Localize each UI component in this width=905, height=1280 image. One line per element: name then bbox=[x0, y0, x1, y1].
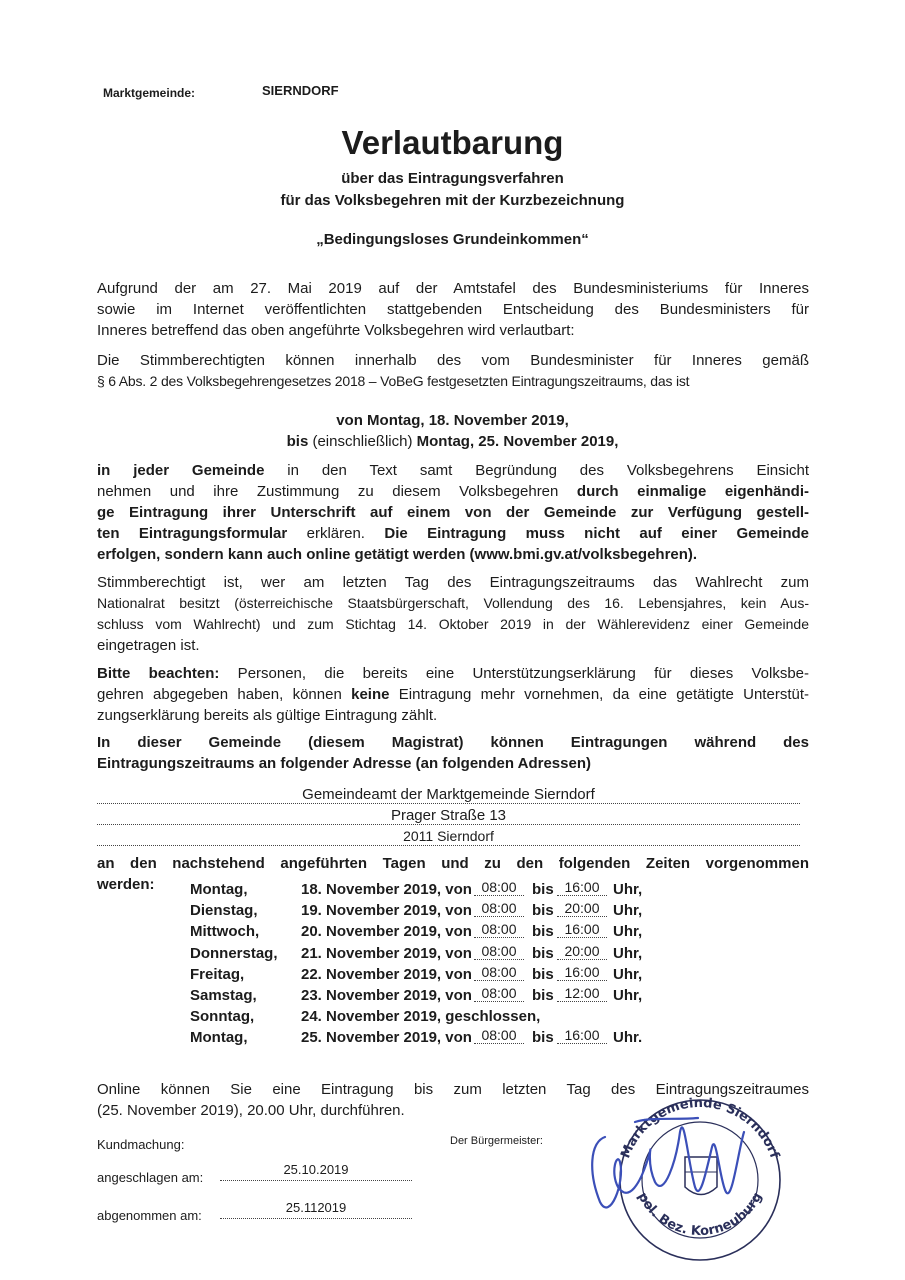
schedule-time-to: 16:00 bbox=[557, 964, 607, 981]
schedule-unit: Uhr, bbox=[613, 881, 643, 898]
para4-line3: schluss vom Wahlrecht) und zum Stichtag 14. Oktober 2019 in der Wählerevidenz einer Gemeinde bbox=[97, 616, 809, 632]
para4-line1: Stimmberechtigt ist, wer am letzten Tag des Eintragungszeitraums das Wahlrecht zum bbox=[97, 574, 809, 591]
municipality-value: SIERNDORF bbox=[262, 83, 339, 98]
para5-line1: Bitte beachten: Personen, die bereits eine Unterstützungserklärung für dieses Volksbe- bbox=[97, 665, 809, 682]
schedule-bis: bis bbox=[532, 923, 554, 940]
schedule-day: Sonntag, bbox=[190, 1008, 255, 1025]
schedule-day: Donnerstag, bbox=[190, 945, 278, 962]
para3-line2: nehmen und ihre Zustimmung zu diesem Volksbegehren durch einmalige eigenhändi- bbox=[97, 483, 809, 500]
para3-line4: ten Eintragungsformular erklären. Die Eintragung muss nicht auf einer Gemeinde bbox=[97, 525, 810, 542]
official-stamp-and-signature bbox=[580, 1092, 790, 1262]
schedule-intro: an den nachstehend angeführten Tagen und zu den folgenden Zeiten vorgenommen bbox=[97, 855, 809, 872]
address-line2: Prager Straße 13 bbox=[97, 807, 800, 825]
schedule-day: Mittwoch, bbox=[190, 923, 260, 940]
schedule-bis: bis bbox=[532, 902, 554, 919]
schedule-time-to: 20:00 bbox=[557, 900, 607, 917]
para3-line1: in jeder Gemeinde in den Text samt Begründung des Volksbegehrens Einsicht bbox=[97, 462, 809, 479]
para2-line1: Die Stimmberechtigten können innerhalb des vom Bundesminister für Inneres gemäß bbox=[97, 352, 809, 369]
para1-line1: Aufgrund der am 27. Mai 2019 auf der Amtstafel des Bundesministeriums für Inneres bbox=[97, 280, 809, 297]
schedule-bis: bis bbox=[532, 881, 554, 898]
schedule-time-from: 08:00 bbox=[474, 1027, 524, 1044]
kundmachung-label: Kundmachung: bbox=[97, 1137, 185, 1152]
schedule-day: Dienstag, bbox=[190, 902, 258, 919]
para5-line2: gehren abgegeben haben, können keine Eintragung mehr vornehmen, da eine getätigte Unterstüt- bbox=[97, 686, 809, 703]
removed-label: abgenommen am: bbox=[97, 1208, 202, 1223]
petition-short-name: „Bedingungsloses Grundeinkommen“ bbox=[316, 231, 589, 248]
schedule-date: 23. November 2019, von bbox=[301, 987, 472, 1004]
schedule-intro-2: werden: bbox=[97, 876, 155, 893]
posted-label: angeschlagen am: bbox=[97, 1170, 204, 1185]
schedule-time-from: 08:00 bbox=[474, 921, 524, 938]
schedule-time-from: 08:00 bbox=[474, 943, 524, 960]
schedule-unit: Uhr, bbox=[613, 902, 643, 919]
para3-line3: ge Eintragung ihrer Unterschrift auf einem von der Gemeinde zur Verfügung gestell- bbox=[97, 504, 809, 521]
subtitle-2: für das Volksbegehren mit der Kurzbezeichnung bbox=[280, 192, 625, 209]
schedule-date: 20. November 2019, von bbox=[301, 923, 472, 940]
svg-text:Marktgemeinde Sierndorf: Marktgemeinde Sierndorf bbox=[618, 1095, 782, 1161]
period-line1: von Montag, 18. November 2019, bbox=[336, 412, 569, 429]
page-title: Verlautbarung bbox=[341, 124, 564, 161]
schedule-date: 19. November 2019, von bbox=[301, 902, 472, 919]
schedule-date: 21. November 2019, von bbox=[301, 945, 472, 962]
schedule-date: 25. November 2019, von bbox=[301, 1029, 472, 1046]
schedule-day: Montag, bbox=[190, 1029, 248, 1046]
schedule-unit: Uhr, bbox=[613, 923, 643, 940]
para1-line2: sowie im Internet veröffentlichten stattgebenden Entscheidung des Bundesministers für bbox=[97, 301, 809, 318]
schedule-date: 22. November 2019, von bbox=[301, 966, 472, 983]
schedule-day: Samstag, bbox=[190, 987, 257, 1004]
schedule-date: 24. November 2019, geschlossen, bbox=[301, 1008, 541, 1025]
mayor-label: Der Bürgermeister: bbox=[450, 1135, 543, 1147]
para4-line4: eingetragen ist. bbox=[97, 637, 200, 654]
schedule-time-to: 16:00 bbox=[557, 879, 607, 896]
schedule-unit: Uhr, bbox=[613, 945, 643, 962]
online-line2: (25. November 2019), 20.00 Uhr, durchführen. bbox=[97, 1102, 405, 1119]
schedule-time-to: 12:00 bbox=[557, 985, 607, 1002]
schedule-time-from: 08:00 bbox=[474, 900, 524, 917]
schedule-day: Montag, bbox=[190, 881, 248, 898]
schedule-unit: Uhr, bbox=[613, 987, 643, 1004]
address-line3: 2011 Sierndorf bbox=[97, 828, 800, 846]
para4-line2: Nationalrat besitzt (österreichische Staatsbürgerschaft, Vollendung des 16. Lebensjahres, kein Aus- bbox=[97, 595, 809, 611]
schedule-unit: Uhr, bbox=[613, 966, 643, 983]
schedule-bis: bis bbox=[532, 987, 554, 1004]
para5-line3: zungserklärung bereits als gültige Eintragung zählt. bbox=[97, 707, 438, 724]
schedule-time-from: 08:00 bbox=[474, 985, 524, 1002]
para3-line5: erfolgen, sondern kann auch online getätigt werden (www.bmi.gv.at/volksbegehren). bbox=[97, 546, 698, 563]
para1-line3: Inneres betreffend das oben angeführte Volksbegehren wird verlautbart: bbox=[97, 322, 575, 339]
para6-line1: In dieser Gemeinde (diesem Magistrat) können Eintragungen während des bbox=[97, 734, 809, 751]
schedule-time-from: 08:00 bbox=[474, 964, 524, 981]
municipality-label: Marktgemeinde: bbox=[103, 86, 196, 100]
subtitle-1: über das Eintragungsverfahren bbox=[341, 170, 564, 187]
address-line1: Gemeindeamt der Marktgemeinde Sierndorf bbox=[97, 786, 800, 804]
period-line2: bis (einschließlich) Montag, 25. November 2019, bbox=[286, 433, 619, 450]
para2-line2: § 6 Abs. 2 des Volksbegehrengesetzes 2018 – VoBeG festgesetzten Eintragungszeitraums, das ist bbox=[97, 373, 690, 389]
schedule-bis: bis bbox=[532, 1029, 554, 1046]
schedule-time-to: 20:00 bbox=[557, 943, 607, 960]
svg-text:pol. Bez. Korneuburg: pol. Bez. Korneuburg bbox=[634, 1190, 766, 1240]
schedule-bis: bis bbox=[532, 945, 554, 962]
schedule-date: 18. November 2019, von bbox=[301, 881, 472, 898]
schedule-bis: bis bbox=[532, 966, 554, 983]
schedule-time-from: 08:00 bbox=[474, 879, 524, 896]
online-line1: Online können Sie eine Eintragung bis zum letzten Tag des Eintragungszeitraumes bbox=[97, 1081, 809, 1098]
removed-date: 25.112019 bbox=[220, 1200, 412, 1219]
schedule-time-to: 16:00 bbox=[557, 921, 607, 938]
posted-date: 25.10.2019 bbox=[220, 1162, 412, 1181]
schedule-time-to: 16:00 bbox=[557, 1027, 607, 1044]
schedule-day: Freitag, bbox=[190, 966, 245, 983]
schedule-unit: Uhr. bbox=[613, 1029, 643, 1046]
para6-line2: Eintragungszeitraums an folgender Adresse (an folgenden Adressen) bbox=[97, 755, 591, 772]
